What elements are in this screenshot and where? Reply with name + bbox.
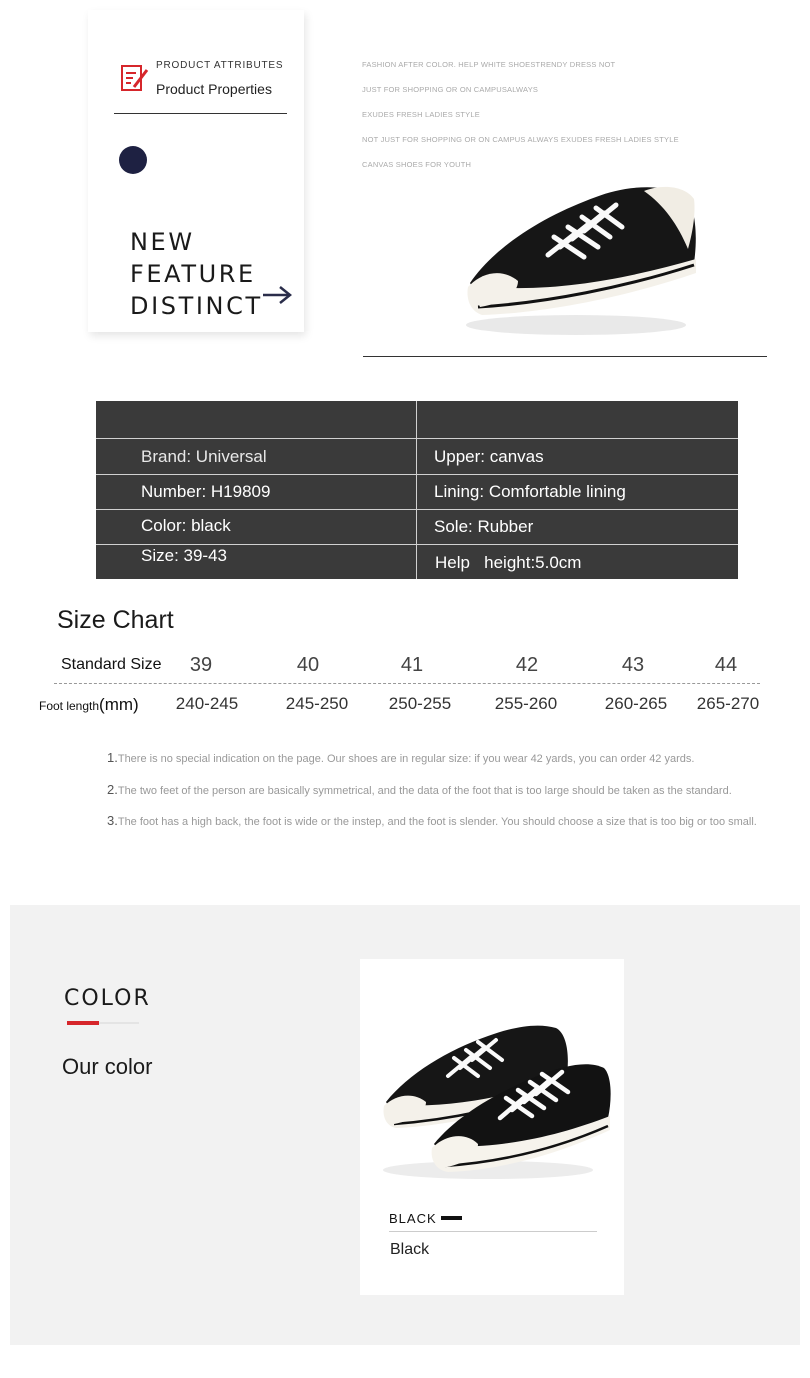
foot-length-value: 260-265 [604, 694, 668, 713]
heading-accent-bar [67, 1021, 99, 1025]
spec-upper: Upper: canvas [434, 447, 544, 466]
feature-line-feature: FEATURE [130, 260, 256, 288]
note-text: The two feet of the person are basically symmetrical, and the data of the foot that is too large should be taken as the standard. [117, 785, 732, 797]
note-number: 3. [107, 813, 118, 828]
document-pencil-icon [120, 62, 150, 94]
spec-row [96, 510, 738, 545]
spec-header-row [96, 401, 738, 439]
color-subheading: Our color [62, 1054, 153, 1079]
size-value: 40 [296, 654, 320, 676]
note-text: The foot has a high back, the foot is wide or the instep, and the foot is slender. You should choose a size that is too big or too small. [117, 816, 757, 828]
foot-length-value: 250-255 [388, 694, 452, 713]
spec-table [96, 401, 738, 579]
swatch-divider [389, 1231, 597, 1232]
foot-length-value: 265-270 [696, 694, 760, 713]
foot-length-value: 255-260 [494, 694, 558, 713]
sneaker-pair-image [378, 1010, 612, 1185]
foot-length-unit: (mm) [99, 695, 139, 714]
feature-line-distinct: DISTINCT [130, 292, 263, 320]
foot-length-value: 245-250 [285, 694, 349, 713]
foot-length-value: 240-245 [175, 694, 239, 713]
swatch-color-bar [441, 1216, 462, 1220]
description-line: CANVAS SHOES FOR YOUTH [362, 160, 472, 169]
arrow-right-icon [260, 284, 294, 306]
top-divider [363, 356, 767, 357]
description-line: NOT JUST FOR SHOPPING OR ON CAMPUS ALWAYS EXUDES FRESH LADIES STYLE [362, 135, 679, 144]
spec-row [96, 439, 738, 475]
size-note [107, 750, 694, 765]
swatch-name: Black [390, 1241, 430, 1258]
spec-row [96, 475, 738, 510]
description-line: FASHION AFTER COLOR. HELP WHITE SHOESTRENDY DRESS NOT [362, 60, 616, 69]
spec-column-divider [416, 401, 417, 579]
size-value: 42 [515, 654, 539, 676]
note-number: 1. [107, 750, 118, 765]
size-note [107, 813, 757, 828]
spec-sole: Sole: Rubber [434, 517, 534, 536]
spec-height: Help height:5.0cm [435, 553, 582, 572]
standard-size-label: Standard Size [61, 656, 162, 673]
swatch-code: BLACK [389, 1211, 437, 1226]
spec-brand: Brand: Universal [141, 447, 267, 466]
attributes-divider [114, 113, 287, 114]
size-chart-dashed-divider [54, 683, 760, 684]
size-value: 43 [621, 654, 645, 676]
description-line: JUST FOR SHOPPING OR ON CAMPUSALWAYS [362, 85, 539, 94]
note-text: There is no special indication on the page. Our shoes are in regular size: if you wear 42 yards, you can order 42 yards. [117, 753, 695, 765]
size-value: 39 [189, 654, 213, 676]
description-line: EXUDES FRESH LADIES STYLE [362, 110, 480, 119]
color-heading: COLOR [64, 986, 151, 1011]
size-value: 44 [714, 654, 738, 676]
heading-accent-track [99, 1022, 139, 1024]
attributes-kicker: PRODUCT ATTRIBUTES [156, 60, 284, 71]
sneaker-image [456, 175, 706, 345]
navy-dot [119, 146, 147, 174]
spec-color: Color: black [141, 516, 231, 535]
spec-lining: Lining: Comfortable lining [434, 482, 626, 501]
spec-row [96, 545, 738, 579]
spec-size: Size: 39-43 [141, 546, 227, 565]
foot-length-text: Foot length [39, 699, 100, 713]
feature-line-new: NEW [130, 228, 195, 256]
size-value: 41 [400, 654, 424, 676]
size-note [107, 782, 732, 797]
spec-number: Number: H19809 [141, 482, 271, 501]
note-number: 2. [107, 782, 118, 797]
attributes-title: Product Properties [156, 81, 272, 97]
foot-length-label [39, 695, 139, 715]
size-chart-title: Size Chart [57, 606, 174, 634]
